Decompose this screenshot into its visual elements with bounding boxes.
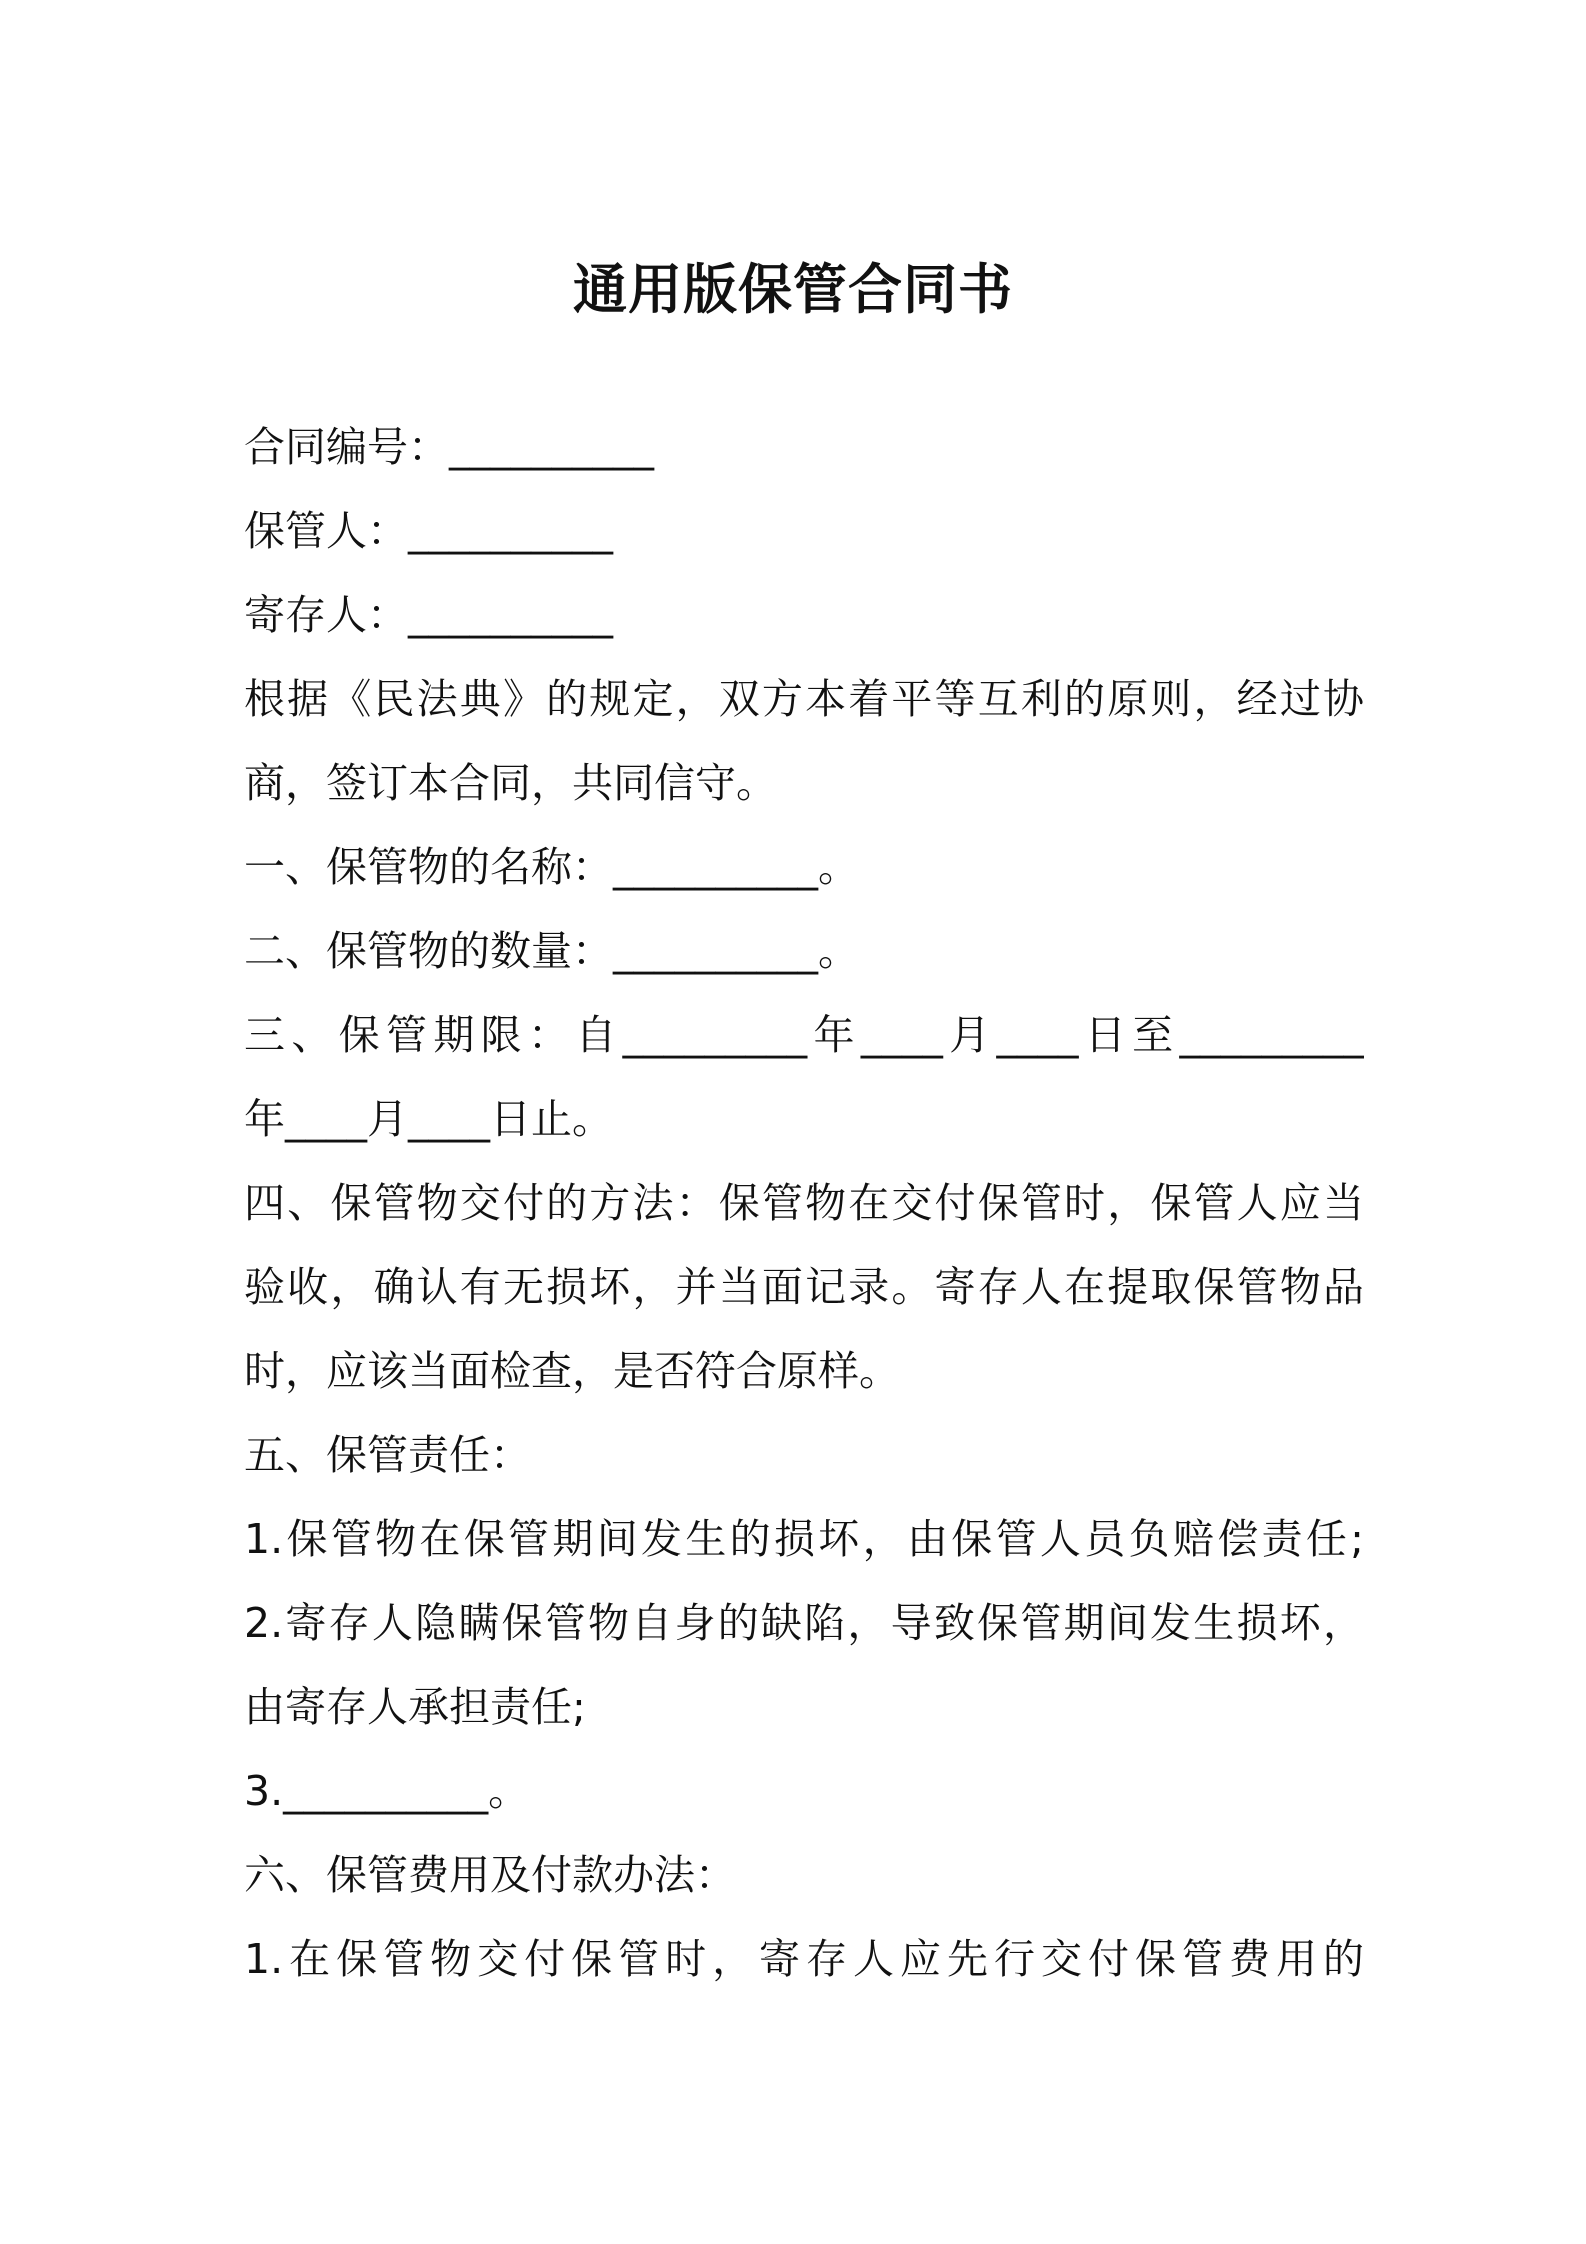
liability-item: 3.__________。 xyxy=(244,1767,530,1815)
preamble-line: 商，签订本合同，共同信守。 xyxy=(244,759,777,807)
clause-delivery-line: 时，应该当面检查，是否符合原样。 xyxy=(244,1347,900,1395)
contract-number-line: 合同编号：__________ xyxy=(244,423,654,471)
clause-item-quantity: 二、保管物的数量：__________。 xyxy=(244,927,859,975)
document-title: 通用版保管合同书 xyxy=(573,258,1013,321)
depositor-line: 寄存人：__________ xyxy=(244,591,613,639)
clause-term-line: 年____月____日止。 xyxy=(244,1095,613,1143)
preamble-line: 根据《民法典》的规定，双方本着平等互利的原则，经过协 xyxy=(244,675,1364,723)
custodian-line: 保管人：__________ xyxy=(244,507,613,555)
liability-item: 1.保管物在保管期间发生的损坏，由保管人员负赔偿责任; xyxy=(244,1515,1364,1563)
fees-item: 1.在保管物交付保管时，寄存人应先行交付保管费用的 xyxy=(244,1935,1364,1983)
liability-item: 2.寄存人隐瞒保管物自身的缺陷，导致保管期间发生损坏， xyxy=(244,1599,1364,1647)
clause-term-line: 三、保管期限：自_________年____月____日至_________ xyxy=(244,1011,1364,1059)
clause-delivery-line: 验收，确认有无损坏，并当面记录。寄存人在提取保管物品 xyxy=(244,1263,1364,1311)
clause-delivery-line: 四、保管物交付的方法：保管物在交付保管时，保管人应当 xyxy=(244,1179,1364,1227)
clause-liability-heading: 五、保管责任： xyxy=(244,1431,531,1479)
clause-fees-heading: 六、保管费用及付款办法： xyxy=(244,1851,736,1899)
clause-item-name: 一、保管物的名称：__________。 xyxy=(244,843,859,891)
document-body xyxy=(244,405,1364,2001)
liability-item: 由寄存人承担责任; xyxy=(244,1683,586,1731)
